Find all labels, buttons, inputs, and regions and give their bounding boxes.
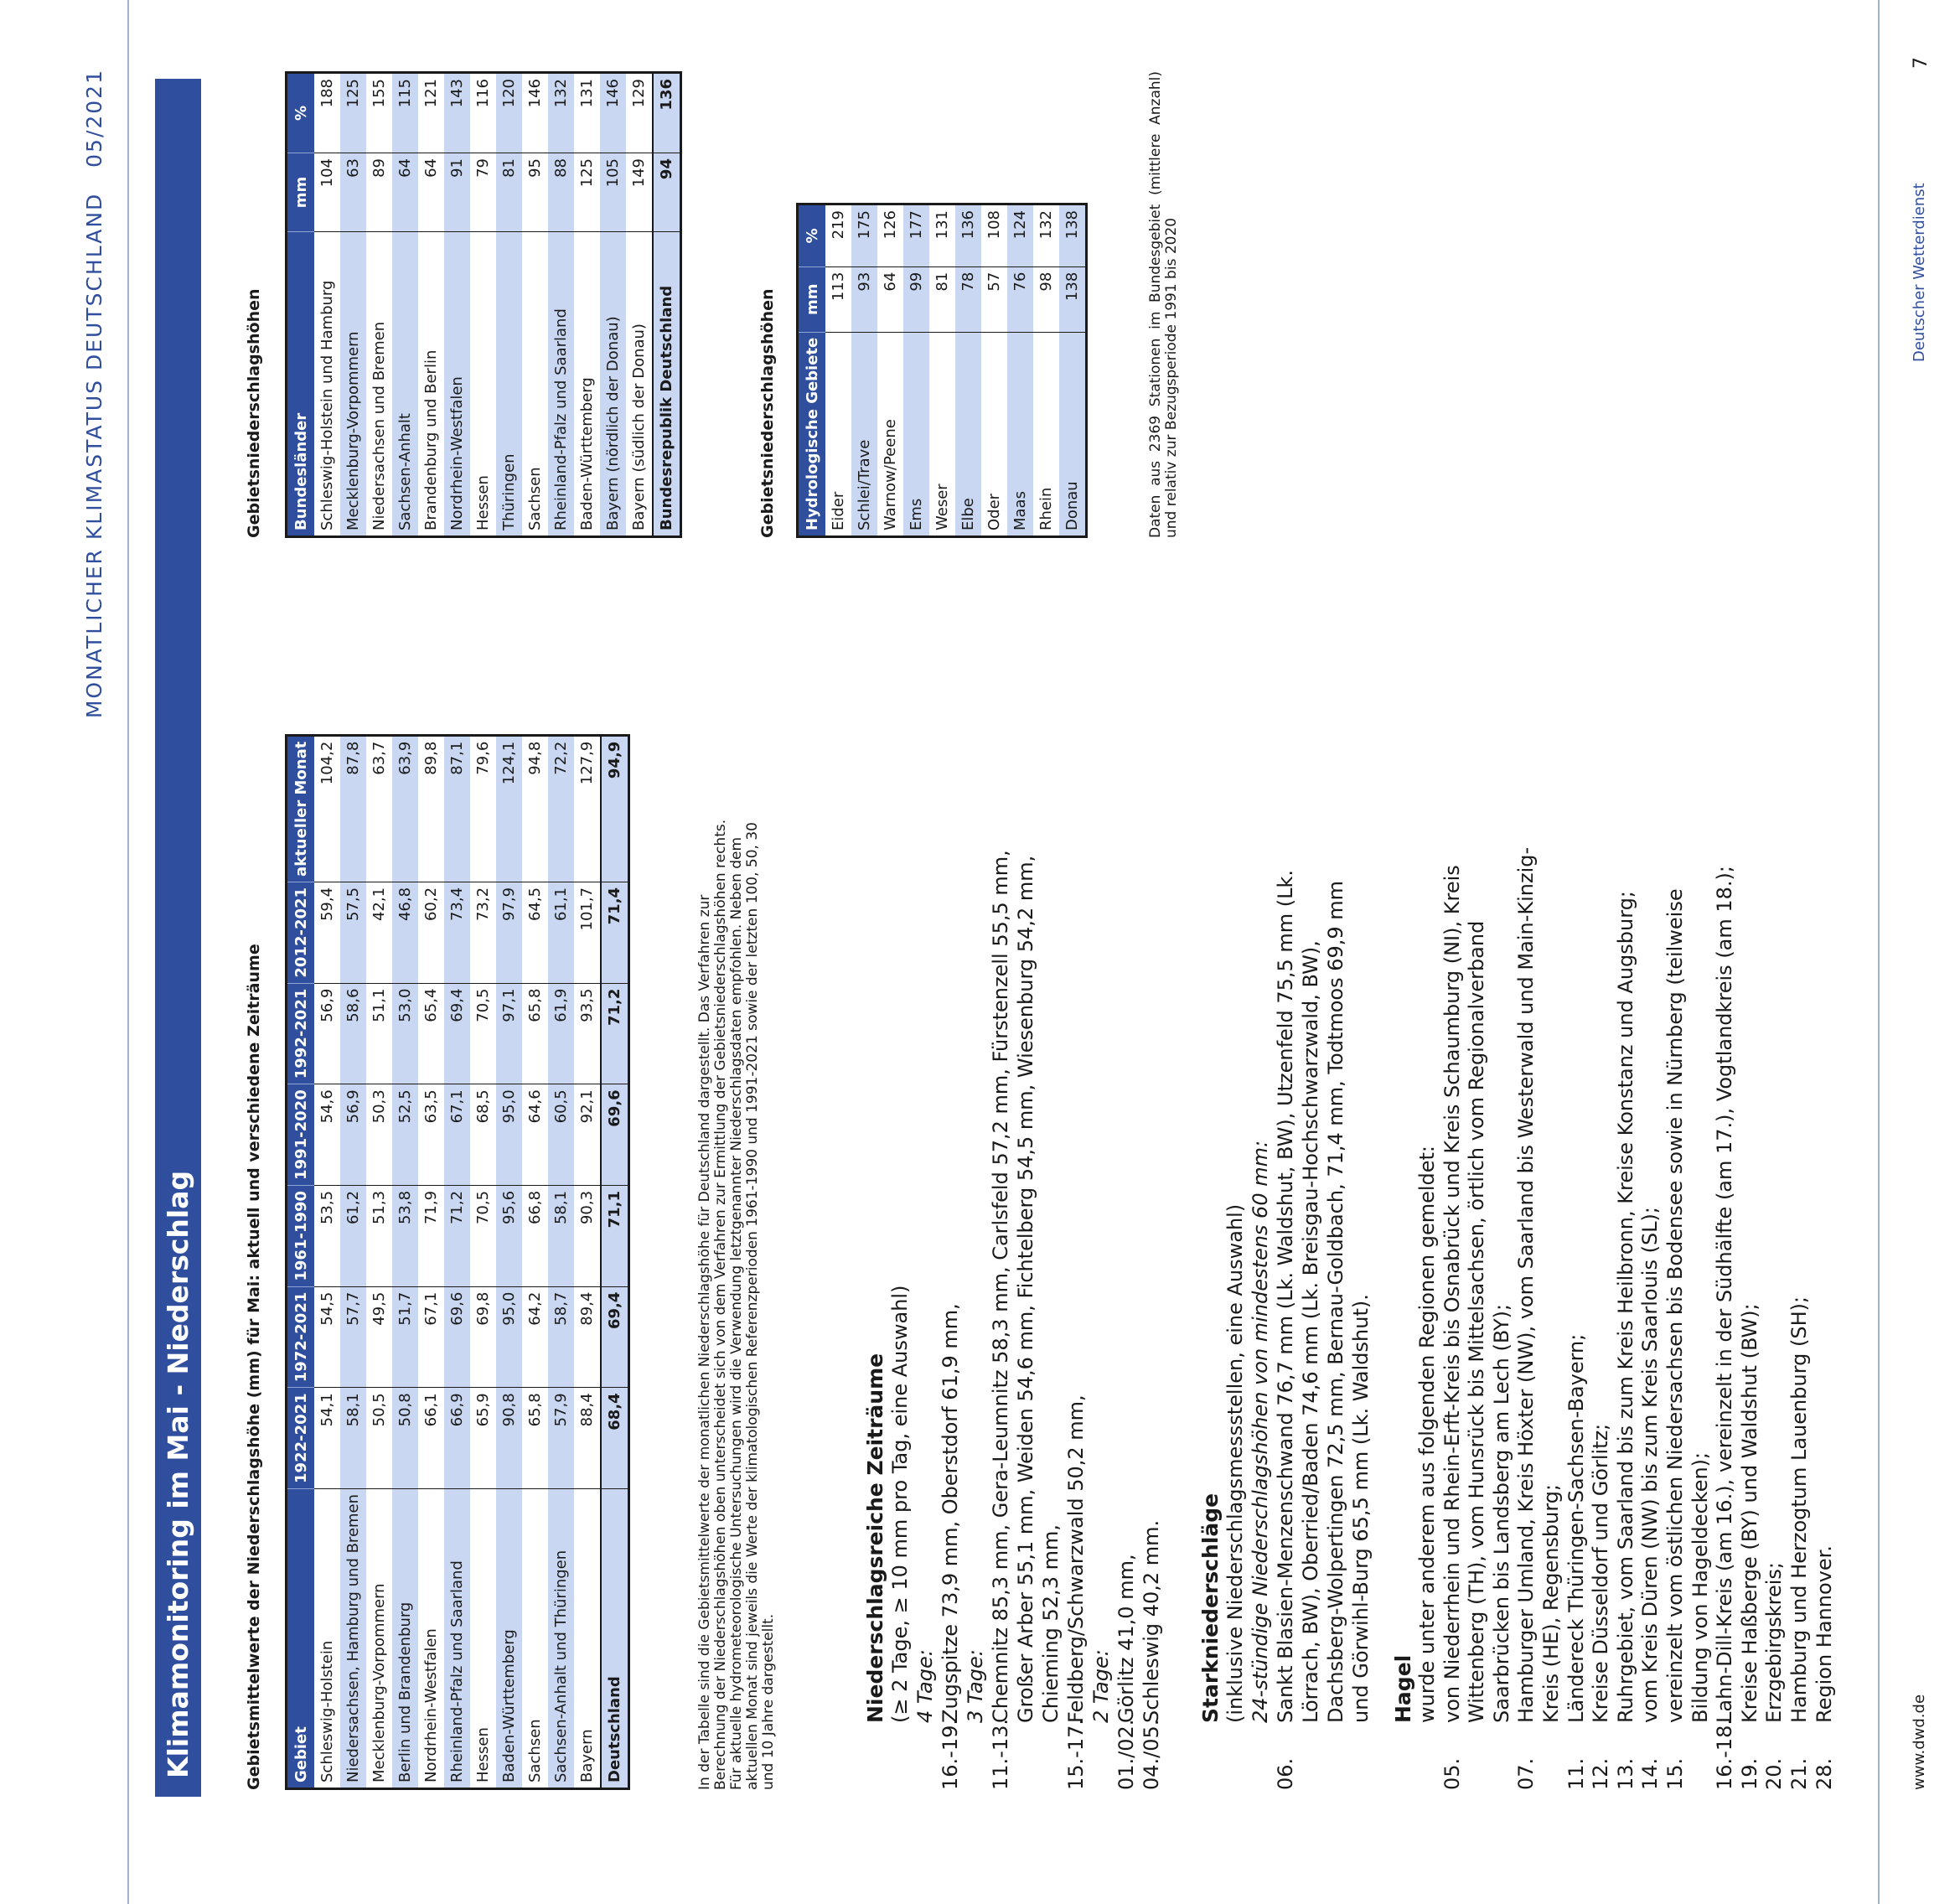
section-subtitle: (≥ 2 Tage, ≥ 10 mm pro Tag, eine Auswahl) <box>888 1285 912 1723</box>
table-cell: 94,8 <box>522 735 548 882</box>
table-cell: 76 <box>1007 266 1033 332</box>
hail-date: 14. <box>1638 1757 1663 1790</box>
table-cell: 94 <box>653 153 681 232</box>
table-cell: Niedersachsen und Bremen <box>366 232 392 537</box>
table-cell: 129 <box>626 73 653 153</box>
hail-date: 16.-18. <box>1713 1719 1737 1790</box>
table-cell: 126 <box>877 204 903 267</box>
table-cell: 116 <box>470 73 496 153</box>
list-item <box>1762 843 1787 1790</box>
list-item: 11.-13. Chemnitz 85,3 mm, Gera-Leumnitz 58,3 mm, Carlsfeld 57,2 mm, Fürstenzell 55,5 mm, Großer Arber 55,1 mm, Weiden 54,6 mm, Fichtelberg 54,5 mm, Wiesenburg 54,2 mm, Chieming 52,3 mm, <box>989 850 1063 1790</box>
table-row <box>496 73 522 537</box>
section-title: Niederschlagsreiche Zeiträume <box>863 1353 887 1723</box>
table-cell: 68,5 <box>470 1084 496 1186</box>
table-cell: 92,1 <box>574 1084 601 1186</box>
table-cell: Sachsen <box>522 232 548 537</box>
table-cell: 65,8 <box>522 983 548 1084</box>
table-row <box>470 73 496 537</box>
column-header: 1992-2021 <box>287 983 315 1084</box>
table-row <box>981 204 1007 537</box>
section-title: Starkniederschläge <box>1198 1493 1223 1723</box>
table-row <box>825 204 851 537</box>
table-row <box>392 73 418 537</box>
table-cell: 69,4 <box>601 1286 629 1388</box>
list-item <box>1663 843 1713 1790</box>
table-cell: 69,4 <box>444 983 470 1084</box>
section-subtitle: (inklusive Niederschlagsmessstellen, eine Auswahl) <box>1223 1203 1247 1723</box>
table-cell: Maas <box>1007 332 1033 536</box>
table-row <box>1059 204 1087 537</box>
table-row <box>601 735 629 1788</box>
table-cell: 78 <box>955 266 981 332</box>
days-4-label: 4 Tage: <box>913 1649 937 1723</box>
hail-date: 20. <box>1762 1757 1787 1790</box>
days-3-label: 3 Tage: <box>964 1649 987 1723</box>
table-cell: 51,1 <box>366 983 392 1084</box>
table-cell: Nordrhein-Westfalen <box>444 232 470 537</box>
hail-date: 19. <box>1737 1757 1761 1790</box>
table-cell: 42,1 <box>366 882 392 983</box>
hail-section <box>1391 843 1837 1790</box>
column-header: aktueller Monat <box>287 735 315 882</box>
table-cell: 81 <box>496 153 522 232</box>
table-row <box>1033 204 1059 537</box>
table-row <box>653 73 681 537</box>
table-row <box>444 73 470 537</box>
hail-text: Ruhrgebiet, vom Saarland bis zum Kreis Heilbronn, Kreise Konstanz und Augsburg; <box>1613 890 1637 1723</box>
table-cell: 79 <box>470 153 496 232</box>
table-cell: 60,2 <box>418 882 444 983</box>
table-cell: 52,5 <box>392 1084 418 1186</box>
table-row <box>600 73 626 537</box>
table-row <box>366 73 392 537</box>
table-cell: 58,1 <box>548 1185 574 1286</box>
table-row <box>1007 204 1033 537</box>
table-cell: 125 <box>340 73 366 153</box>
table-cell: 71,9 <box>418 1185 444 1286</box>
table-cell: Elbe <box>955 332 981 536</box>
table-cell: 57 <box>981 266 1007 332</box>
table-cell: 49,5 <box>366 1286 392 1388</box>
table-row <box>522 73 548 537</box>
table-cell: 53,0 <box>392 983 418 1084</box>
hail-text: vom Kreis Düren (NW) bis zum Kreis Saarlouis (SL); <box>1638 1206 1663 1723</box>
table-cell: 93 <box>851 266 877 332</box>
table-cell: 70,5 <box>470 983 496 1084</box>
table1-header-row <box>287 735 315 1788</box>
column-header: mm <box>798 266 826 332</box>
table-row <box>903 204 929 537</box>
hail-text: von Niederrhein und Rhein-Erft-Kreis bis Osnabrück und Kreis Schaumburg (NI), Kreis Wittenberg (TH), vom Hunsrück bis Mittelsachsen, örtlich vom Regionalverband Saarbrücken bis Landsberg am Lech (BY); <box>1440 865 1513 1723</box>
table-cell: 64 <box>418 153 444 232</box>
table-cell: 57,9 <box>548 1388 574 1489</box>
table-cell: Eider <box>825 332 851 536</box>
table-cell: 91 <box>444 153 470 232</box>
table-cell: 66,8 <box>522 1185 548 1286</box>
table-cell: 95,0 <box>496 1084 522 1186</box>
table-cell: 64 <box>392 153 418 232</box>
table-cell: 51,7 <box>392 1286 418 1388</box>
table-cell: 72,2 <box>548 735 574 882</box>
table-cell: 63,7 <box>366 735 392 882</box>
table-cell: 90,8 <box>496 1388 522 1489</box>
table-cell: Brandenburg und Berlin <box>418 232 444 537</box>
list-item <box>1713 843 1738 1790</box>
table-cell: 104,2 <box>314 735 340 882</box>
table-cell: 127,9 <box>574 735 601 882</box>
table-row <box>340 735 366 1788</box>
table-row <box>314 735 340 1788</box>
column-header: Bundesländer <box>287 232 315 537</box>
column-header: 1991-2020 <box>287 1084 315 1186</box>
days-2-label: 2 Tage: <box>1089 1649 1113 1723</box>
table-cell: Rhein <box>1033 332 1059 536</box>
table-cell: 71,1 <box>601 1185 629 1286</box>
hail-text: Lahn-Dill-Kreis (am 16.), vereinzelt in der Südhälfte (am 17.), Vogtlandkreis (am 18.); <box>1713 865 1737 1723</box>
table-cell: Sachsen <box>522 1488 548 1788</box>
table-row <box>955 204 981 537</box>
section-subtitle: wurde unter anderem aus folgenden Regionen gemeldet: <box>1415 1145 1439 1723</box>
table-cell: 59,4 <box>314 882 340 983</box>
table-cell: 61,9 <box>548 983 574 1084</box>
table-cell: 94,9 <box>601 735 629 882</box>
table-cell: 146 <box>600 73 626 153</box>
table-cell: 61,1 <box>548 882 574 983</box>
table-cell: Deutschland <box>601 1488 629 1788</box>
table3-caption: Gebietsniederschlagshöhen <box>758 288 777 538</box>
hail-date: 12. <box>1589 1757 1613 1790</box>
table-cell: 50,8 <box>392 1388 418 1489</box>
footer-org: Deutscher Wetterdienst <box>1911 183 1928 362</box>
table-cell: Warnow/Peene <box>877 332 903 536</box>
table-cell: 79,6 <box>470 735 496 882</box>
list-item <box>1614 843 1639 1790</box>
table-cell: 58,6 <box>340 983 366 1084</box>
table-row <box>574 73 600 537</box>
table-cell: 121 <box>418 73 444 153</box>
hail-date: 07. <box>1514 1757 1539 1790</box>
table-row <box>929 204 955 537</box>
column-header: % <box>798 204 826 267</box>
hail-text: vereinzelt vom östlichen Niedersachsen bis Bodensee sowie in Nürnberg (teilweise Bildung von Hageldecken); <box>1663 888 1712 1723</box>
table-cell: 155 <box>366 73 392 153</box>
section-subheading: 24-stündige Niederschlagshöhen von mindestens 60 mm: <box>1249 1140 1272 1723</box>
hail-text: Kreise Haßberge (BY) und Waldshut (BW); <box>1737 1303 1761 1723</box>
table-cell: 138 <box>1059 266 1087 332</box>
table-cell: 67,1 <box>444 1084 470 1186</box>
table-row <box>418 73 444 537</box>
table-row <box>574 735 601 1788</box>
footer-url: www.dwd.de <box>1911 1694 1928 1790</box>
table1-caption: Gebietsmittelwerte der Niederschlagshöhe (mm) für Mai: aktuell und verschiedene Zeiträume <box>245 944 263 1790</box>
table-cell: 188 <box>314 73 340 153</box>
table-cell: 136 <box>955 204 981 267</box>
list-item: 16.-19. Zugspitze 73,9 mm, Oberstdorf 61,9 mm, <box>939 1303 962 1790</box>
table-cell: 97,9 <box>496 882 522 983</box>
hail-text: Ländereck Thüringen-Sachsen-Bayern; <box>1564 1333 1588 1723</box>
table-cell: 53,5 <box>314 1185 340 1286</box>
table-cell: Weser <box>929 332 955 536</box>
table-cell: 69,6 <box>444 1286 470 1388</box>
table-cell: Thüringen <box>496 232 522 537</box>
hail-date: 13. <box>1613 1757 1637 1790</box>
table-cell: 175 <box>851 204 877 267</box>
hydro-areas-table <box>796 203 1088 538</box>
table-cell: 81 <box>929 266 955 332</box>
list-item <box>1564 843 1590 1790</box>
table-cell: 89,8 <box>418 735 444 882</box>
table-cell: 53,8 <box>392 1185 418 1286</box>
table-cell: 65,4 <box>418 983 444 1084</box>
table-cell: 87,1 <box>444 735 470 882</box>
list-item <box>1589 843 1614 1790</box>
heavy-precip-periods-section <box>863 843 1164 1790</box>
table-cell: 73,4 <box>444 882 470 983</box>
table2-caption: Gebietsniederschlagshöhen <box>245 288 263 538</box>
list-item: 06. Sankt Blasien-Menzenschwand 76,7 mm (Lk. Waldshut, BW), Utzenfeld 75,5 mm (Lk. Lörrach, BW), Oberried/Baden 74,6 mm (Lk. Breisgau-Hochschwarzwald, BW), Dachsberg-Wolpertingen 72,5 mm, Bernau-Goldbach, 71,4 mm, Todtmoos 69,9 mm und Görwihl-Burg 65,5 mm (Lk. Waldshut). <box>1274 869 1373 1790</box>
table-cell: 93,5 <box>574 983 601 1084</box>
list-item <box>1787 843 1813 1790</box>
section-title: Hagel <box>1391 1654 1415 1723</box>
table-cell: Sachsen-Anhalt <box>392 232 418 537</box>
hail-list <box>1440 843 1838 1790</box>
table-cell: 58,1 <box>340 1388 366 1489</box>
table-cell: 50,5 <box>366 1388 392 1489</box>
hail-text: Hamburger Umland, Kreis Höxter (NW), vom Saarland bis Westerwald und Main-Kinzig-Kreis (HE), Regensburg; <box>1514 846 1563 1723</box>
table-cell: Oder <box>981 332 1007 536</box>
table-cell: 65,9 <box>470 1388 496 1489</box>
table-cell: 64,6 <box>522 1084 548 1186</box>
table-cell: 66,9 <box>444 1388 470 1489</box>
table-cell: 95 <box>522 153 548 232</box>
table-cell: 149 <box>626 153 653 232</box>
table-row <box>392 735 418 1788</box>
table-row <box>366 735 392 1788</box>
table-cell: 65,8 <box>522 1388 548 1489</box>
table-cell: 57,5 <box>340 882 366 983</box>
table-cell: 89 <box>366 153 392 232</box>
list-item <box>1738 843 1763 1790</box>
list-item: 01./02. Görlitz 41,0 mm, <box>1114 1554 1138 1790</box>
table-cell: Hessen <box>470 232 496 537</box>
table-row <box>470 735 496 1788</box>
table-cell: 71,2 <box>601 983 629 1084</box>
table-cell: Schleswig-Holstein und Hamburg <box>314 232 340 537</box>
table-cell: Rheinland-Pfalz und Saarland <box>548 232 574 537</box>
table2-header-row <box>287 73 315 537</box>
table-row <box>851 204 877 537</box>
table-cell: 64,2 <box>522 1286 548 1388</box>
table-cell: 131 <box>574 73 600 153</box>
table-cell: 88 <box>548 153 574 232</box>
table-cell: 101,7 <box>574 882 601 983</box>
list-item: 04./05. Schleswig 40,2 mm. <box>1140 1519 1163 1790</box>
table-cell: 104 <box>314 153 340 232</box>
heavy-rainfall-section <box>1198 843 1373 1790</box>
table-cell: 99 <box>903 266 929 332</box>
list-item <box>1638 843 1663 1790</box>
column-header: Hydrologische Gebiete <box>798 332 826 536</box>
table-cell: 146 <box>522 73 548 153</box>
table-row <box>444 735 470 1788</box>
table-cell: Bayern (südlich der Donau) <box>626 232 653 537</box>
table-cell: Ems <box>903 332 929 536</box>
table-cell: 63,9 <box>392 735 418 882</box>
table-row <box>418 735 444 1788</box>
table-cell: 124 <box>1007 204 1033 267</box>
table-cell: 108 <box>981 204 1007 267</box>
table-cell: 95,0 <box>496 1286 522 1388</box>
table-cell: 125 <box>574 153 600 232</box>
table-cell: 89,4 <box>574 1286 601 1388</box>
table-cell: Schleswig-Holstein <box>314 1488 340 1788</box>
table-row <box>548 735 574 1788</box>
header-title: MONATLICHER KLIMASTATUS DEUTSCHLAND <box>82 192 106 719</box>
list-item <box>1813 843 1838 1790</box>
table-cell: 46,8 <box>392 882 418 983</box>
table-cell: 131 <box>929 204 955 267</box>
column-header: 2012-2021 <box>287 882 315 983</box>
table-cell: Rheinland-Pfalz und Saarland <box>444 1488 470 1788</box>
table-cell: 51,3 <box>366 1185 392 1286</box>
column-header: % <box>287 73 315 153</box>
table-cell: 132 <box>1033 204 1059 267</box>
table-cell: 57,7 <box>340 1286 366 1388</box>
table-cell: 56,9 <box>314 983 340 1084</box>
table-row <box>522 735 548 1788</box>
table-cell: 63 <box>340 153 366 232</box>
table-cell: 90,3 <box>574 1185 601 1286</box>
table-cell: 73,2 <box>470 882 496 983</box>
table-cell: Mecklenburg-Vorpommern <box>340 232 366 537</box>
list-item <box>1514 843 1564 1790</box>
table-cell: 66,1 <box>418 1388 444 1489</box>
table-cell: Berlin und Brandenburg <box>392 1488 418 1788</box>
table-cell: 60,5 <box>548 1084 574 1186</box>
table-cell: 61,2 <box>340 1185 366 1286</box>
table-row <box>496 735 522 1788</box>
table3-note: Daten aus 2369 Stationen im Bundesgebiet (mittlere Anzahl) und relativ zur Bezugsperiode 1991 bis 2020 <box>1147 71 1180 538</box>
table-cell: 143 <box>444 73 470 153</box>
table-cell: 132 <box>548 73 574 153</box>
table-cell: 115 <box>392 73 418 153</box>
table-cell: 54,1 <box>314 1388 340 1489</box>
table-cell: Baden-Württemberg <box>574 232 600 537</box>
table-cell: Bayern (nördlich der Donau) <box>600 232 626 537</box>
hail-text: Hamburg und Herzogtum Lauenburg (SH); <box>1787 1296 1811 1723</box>
table-cell: Bayern <box>574 1488 601 1788</box>
table-cell: 71,2 <box>444 1185 470 1286</box>
hail-date: 21. <box>1787 1757 1811 1790</box>
table-cell: Schlei/Trave <box>851 332 877 536</box>
hail-text: Region Hannover. <box>1812 1545 1836 1723</box>
hail-date: 15. <box>1663 1757 1687 1790</box>
hail-text: Kreise Düsseldorf und Görlitz; <box>1589 1423 1613 1723</box>
table-cell: 56,9 <box>340 1084 366 1186</box>
table-cell: Sachsen-Anhalt und Thüringen <box>548 1488 574 1788</box>
column-header: 1972-2021 <box>287 1286 315 1388</box>
table-cell: 136 <box>653 73 681 153</box>
column-header: 1961-1990 <box>287 1185 315 1286</box>
table-cell: 58,7 <box>548 1286 574 1388</box>
column-header: 1922-2021 <box>287 1388 315 1489</box>
hail-text: Erzgebirgskreis; <box>1762 1562 1787 1723</box>
table-cell: 69,6 <box>601 1084 629 1186</box>
table-cell: 87,8 <box>340 735 366 882</box>
page-number: 7 <box>1911 57 1932 69</box>
table-cell: 50,3 <box>366 1084 392 1186</box>
table-row <box>548 73 574 537</box>
table3-header-row <box>798 204 826 537</box>
table-cell: 64 <box>877 266 903 332</box>
table-row <box>340 73 366 537</box>
list-item <box>1440 843 1515 1790</box>
table-cell: 63,5 <box>418 1084 444 1186</box>
table-row <box>314 73 340 537</box>
table-cell: 69,8 <box>470 1286 496 1388</box>
table-cell: 70,5 <box>470 1185 496 1286</box>
table-cell: Mecklenburg-Vorpommern <box>366 1488 392 1788</box>
hail-date: 11. <box>1564 1757 1588 1790</box>
hail-date: 05. <box>1440 1757 1464 1790</box>
column-header: mm <box>287 153 315 232</box>
table-cell: 68,4 <box>601 1388 629 1489</box>
header-issue: 05/2021 <box>82 69 106 168</box>
table1-note: In der Tabelle sind die Gebietsmittelwerte der monatlichen Niederschlagshöhe für Deutschland dargestellt. Das Verfahren zur Berechnung der Niederschlagshöhen oben unterscheidet sich von dem Verfahren zur Ermittlung der Gebietsniederschlagshöhen rechts. Für aktuelle hydrometeorologische Untersuchungen wird die Verwendung letztgenannter Niederschlagsdaten empfohlen. Neben dem aktuellen Monat sind jeweils die Werte der klimatologischen Referenzperioden 1961-1990 und 1991-2021 sowie der letzten 100, 50, 30 und 10 Jahre dargestellt. <box>696 819 777 1790</box>
table-cell: 124,1 <box>496 735 522 882</box>
table-cell: 67,1 <box>418 1286 444 1388</box>
regional-means-table <box>285 734 630 1790</box>
table-row <box>877 204 903 537</box>
table-cell: 138 <box>1059 204 1087 267</box>
table-cell: Baden-Württemberg <box>496 1488 522 1788</box>
title-band <box>155 79 201 1797</box>
column-header: Gebiet <box>287 1488 315 1788</box>
table-cell: 177 <box>903 204 929 267</box>
table-cell: 219 <box>825 204 851 267</box>
states-precip-table <box>285 71 682 538</box>
table-cell: 88,4 <box>574 1388 601 1489</box>
table-cell: 64,5 <box>522 882 548 983</box>
table-cell: 113 <box>825 266 851 332</box>
table-cell: Nordrhein-Westfalen <box>418 1488 444 1788</box>
table-row <box>626 73 653 537</box>
table-cell: 98 <box>1033 266 1059 332</box>
table-cell: 54,5 <box>314 1286 340 1388</box>
page-header <box>82 69 106 739</box>
band-title: Klimamonitoring im Mai - Niederschlag <box>162 1170 194 1778</box>
table-cell: Donau <box>1059 332 1087 536</box>
hail-date: 28. <box>1812 1757 1836 1790</box>
table-cell: Niedersachsen, Hamburg und Bremen <box>340 1488 366 1788</box>
table-cell: Hessen <box>470 1488 496 1788</box>
table-cell: 95,6 <box>496 1185 522 1286</box>
list-item: 15.-17. Feldberg/Schwarzwald 50,2 mm, <box>1064 1394 1088 1790</box>
table-cell: 54,6 <box>314 1084 340 1186</box>
table-cell: 105 <box>600 153 626 232</box>
table-cell: 71,4 <box>601 882 629 983</box>
table-cell: 120 <box>496 73 522 153</box>
table-cell: 97,1 <box>496 983 522 1084</box>
table-cell: Bundesrepublik Deutschland <box>653 232 681 537</box>
